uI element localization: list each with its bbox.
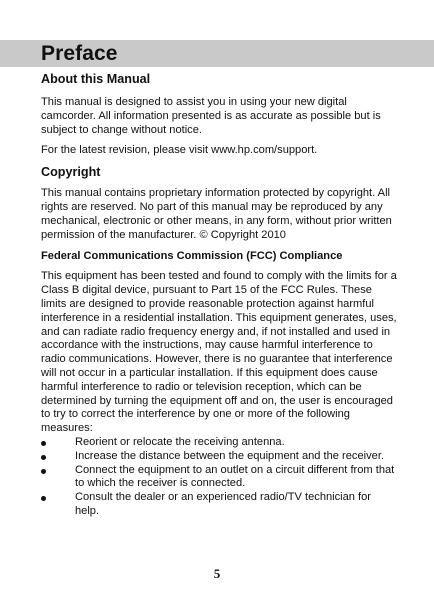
- list-item-text: Reorient or relocate the receiving antenna.: [75, 435, 285, 448]
- fcc-heading: Federal Communications Commission (FCC) Compliance: [41, 250, 343, 263]
- page-title: Preface: [41, 42, 118, 65]
- measures-list: [41, 436, 397, 519]
- page-content: [41, 72, 397, 519]
- page-number: 5: [213, 566, 221, 581]
- list-item: [41, 464, 397, 492]
- list-item: [41, 436, 397, 450]
- list-item: [41, 491, 397, 519]
- copyright-paragraph: This manual contains proprietary information protected by copyright. All rights are reserved. No part of this manual may be reproduced by any mechanical, electronic or other means, in any form, without prior written permission of the manufacturer. © Copyright 2010: [41, 187, 392, 241]
- list-item: [41, 450, 397, 464]
- support-paragraph: For the latest revision, please visit www.hp.com/support.: [41, 144, 318, 157]
- copyright-heading: Copyright: [41, 165, 101, 180]
- bullet-icon: [41, 441, 46, 446]
- list-item-text: Connect the equipment to an outlet on a circuit different from that to which the receiver is connected.: [75, 463, 395, 490]
- list-item-text: Increase the distance between the equipment and the receiver.: [75, 449, 384, 462]
- title-bar: [0, 40, 434, 67]
- bullet-icon: [41, 455, 46, 460]
- bullet-icon: [41, 496, 46, 501]
- about-heading: About this Manual: [41, 72, 151, 86]
- bullet-icon: [41, 469, 46, 474]
- list-item-text: Consult the dealer or an experienced radio/TV technician for help.: [75, 491, 372, 517]
- about-paragraph: This manual is designed to assist you in using your new digital camcorder. All information presented is as accurate as possible but is subject to change without notice.: [41, 96, 381, 136]
- fcc-paragraph: This equipment has been tested and found to comply with the limits for a Class B digital device, pursuant to Part 15 of the FCC Rules. These limits are designed to provide reasonable protection against harmful interference in a residential installation. This equipment generates, uses, and can radiate radio frequency energy and, if not installed and used in accordance with the instructions, may cause harmful interference to radio communications. However, there is no guarantee that interference will not occur in a particular installation. If this equipment does cause harmful interference to radio or television reception, which can be determined by turning the equipment off and on, the user is encouraged to try to correct the interference by one or more of the following measures:: [41, 270, 397, 435]
